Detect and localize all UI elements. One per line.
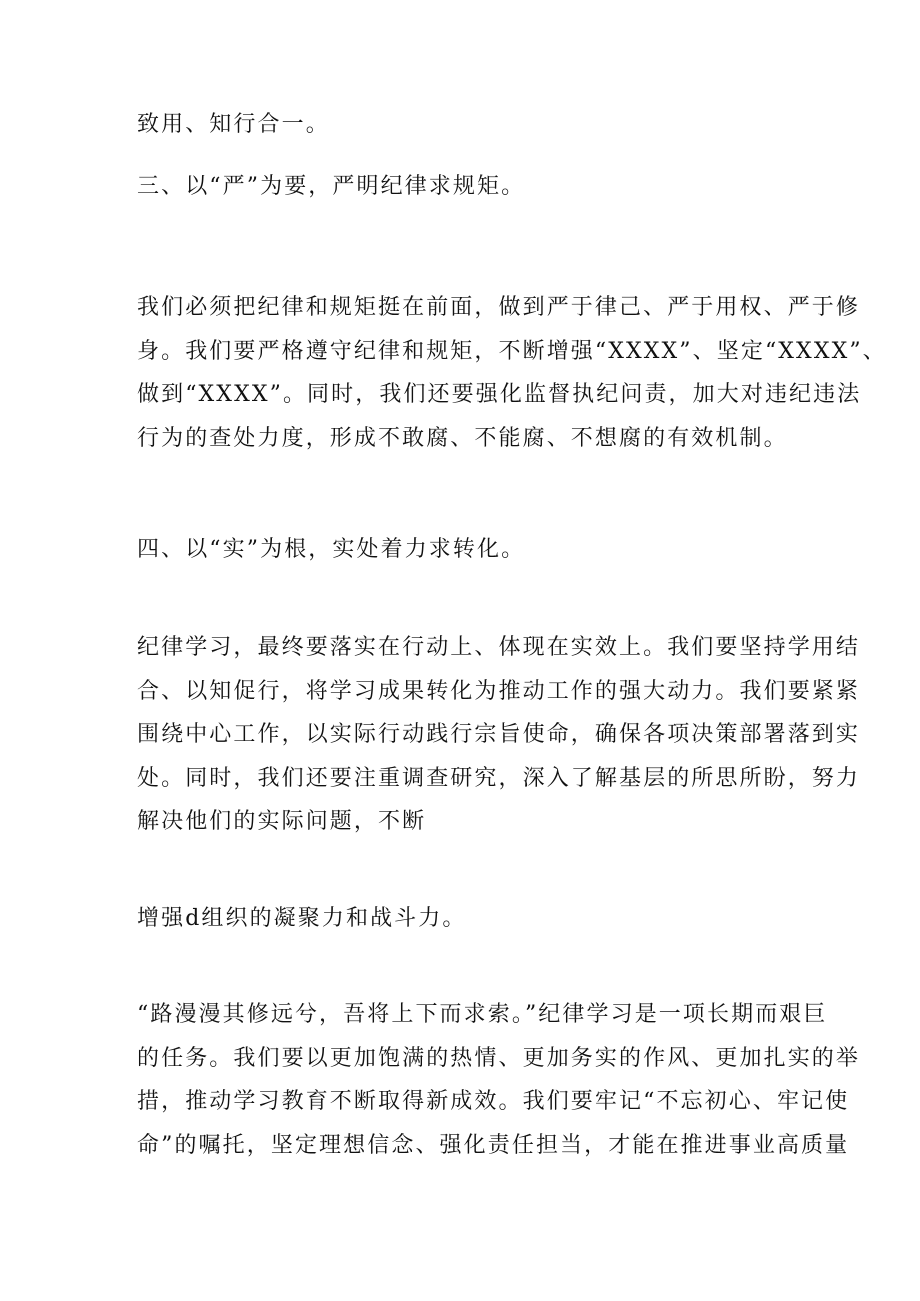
text-line: 命”的嘱托，坚定理想信念、强化责任担当，才能在推进事业高质量	[137, 1132, 850, 1158]
text-line: 围绕中心工作，以实际行动践行宗旨使命，确保各项决策部署落到实	[137, 722, 861, 747]
text-line: 处。同时，我们还要注重调查研究，深入了解基层的所思所盼，努力	[137, 765, 861, 791]
text-line: 行为的查处力度，形成不敢腐、不能腐、不想腐的有效机制。	[137, 425, 788, 451]
section-heading-4	[137, 528, 797, 572]
paragraph-practice	[137, 626, 861, 844]
paragraph-continuation	[137, 103, 797, 147]
paragraph-fragment	[137, 897, 797, 941]
paragraph-discipline	[137, 286, 887, 460]
text-line: 三、以“严”为要，严明纪律求规矩。	[137, 174, 526, 199]
text-line: 做到“XXXX”。同时，我们还要强化监督执纪问责，加大对违纪违法	[137, 382, 862, 407]
text-line: 我们必须把纪律和规矩挺在前面，做到严于律己、严于用权、严于修	[137, 295, 861, 320]
text-line: 增强d组织的凝聚力和战斗力。	[137, 906, 467, 931]
paragraph-closing	[137, 993, 861, 1167]
text-line: 合、以知促行，将学习成果转化为推动工作的强大动力。我们要紧紧	[137, 678, 861, 704]
section-heading-3	[137, 165, 797, 209]
text-line: 身。我们要严格遵守纪律和规矩，不断增强“XXXX”、坚定“XXXX”、	[137, 338, 887, 364]
text-line: “路漫漫其修远兮，吾将上下而求索。”纪律学习是一项长期而艰巨	[137, 1002, 828, 1027]
text-line: 解决他们的实际问题，不断	[137, 809, 427, 834]
text-line: 四、以“实”为根，实处着力求转化。	[137, 537, 526, 562]
text-line: 纪律学习，最终要落实在行动上、体现在实效上。我们要坚持学用结	[137, 635, 861, 660]
text-line: 的任务。我们要以更加饱满的热情、更加务实的作风、更加扎实的举	[137, 1045, 861, 1071]
text-line: 措，推动学习教育不断取得新成效。我们要牢记“不忘初心、牢记使	[137, 1089, 850, 1114]
text-line: 致用、知行合一。	[137, 112, 330, 137]
